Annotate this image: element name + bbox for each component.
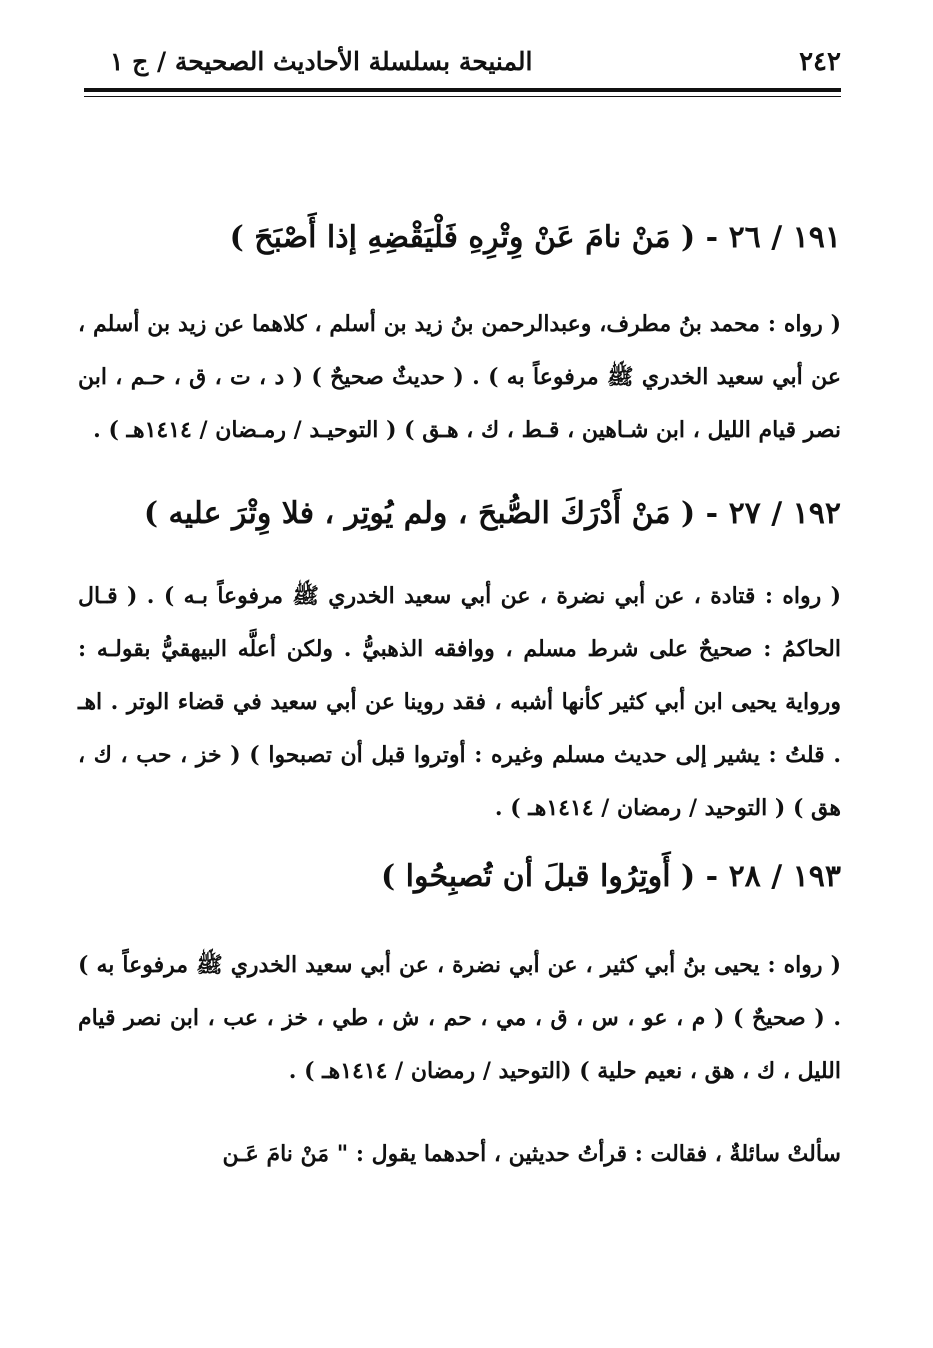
- hadith-heading-191: ١٩١ / ٢٦ - ( مَنْ نامَ عَنْ وِتْرِهِ فَلْيَقْضِهِ إذا أَصْبَحَ ): [229, 220, 841, 255]
- header-rule-thick: [84, 88, 841, 92]
- page-header: [110, 42, 841, 82]
- hadith-text-191: ( رواه : محمد بنُ مطرف، وعبدالرحمن بنُ زيد بن أسلم ، كلاهما عن زيد بن أسلم ، عن أبي سعيد الخدري ﷺ مرفوعاً به ) . ( حديثٌ صحيحٌ ) ( د ، ت ، ق ، حـم ، ابن نصر قيام الليل ، ابن شـاهين ، قـط ، ك ، هـق ) ( التوحيـد / رمـضان / ١٤١٤هـ ) .: [78, 311, 841, 443]
- hadith-heading-192: ١٩٢ / ٢٧ - ( مَنْ أَدْرَكَ الصُّبحَ ، ولم يُوتِر ، فلا وِتْرَ عليه ): [143, 496, 841, 531]
- header-rule-thin: [84, 96, 841, 97]
- hadith-heading-193: ١٩٣ / ٢٨ - ( أَوتِرُوا قبلَ أن تُصبِحُوا ): [380, 859, 841, 894]
- page-number: ٢٤٢: [799, 47, 841, 77]
- running-title: المنيحة بسلسلة الأحاديث الصحيحة / ج ١: [110, 47, 533, 76]
- hadith-text-192: ( رواه : قتادة ، عن أبي نضرة ، عن أبي سعيد الخدري ﷺ مرفوعاً بـه ) . ( قـال الحاكمُ : صحيحٌ على شرط مسلم ، ووافقه الذهبيُّ . ولكن أعلَّه البيهقيُّ بقولـه : ورواية يحيى ابن أبي كثير كأنها أشبه ، فقد روينا عن أبي سعيد في قضاء الوتر . اهـ . قلتُ : يشير إلى حديث مسلم وغيره : أوتروا قبل أن تصبحوا ) ( خز ، حب ، ك ، هق ) ( التوحيد / رمضان / ١٤١٤هـ ) .: [78, 583, 841, 821]
- page-content: [78, 205, 841, 1181]
- hadith-text-193: ( رواه : يحيى بنُ أبي كثير ، عن أبي نضرة ، عن أبي سعيد الخدري ﷺ مرفوعاً به ) . ( صحيحٌ ) ( م ، عو ، س ، ق ، مي ، حم ، ش ، طي ، خز ، عب ، ابن نصر قيام الليل ، ك ، هق ، نعيم حلية ) (التوحيد / رمضان / ١٤١٤هـ ) .: [78, 952, 841, 1084]
- question-paragraph: سألتْ سائلةٌ ، فقالت : قرأتُ حديثين ، أحدهما يقول : " مَنْ نامَ عَـن: [222, 1141, 841, 1167]
